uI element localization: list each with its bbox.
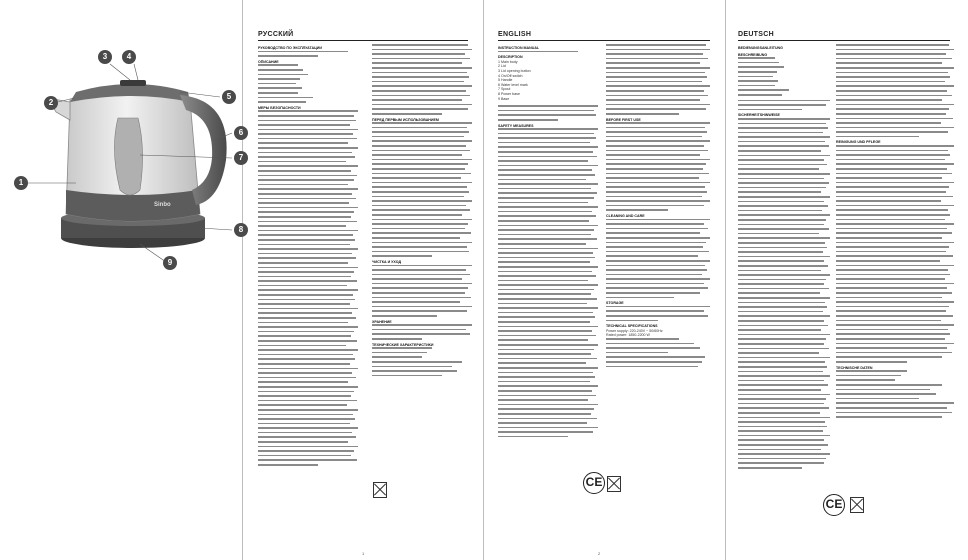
- en-capacity: Rated power: 1850-2200 W: [606, 333, 650, 338]
- page-number: 2: [598, 551, 601, 556]
- en-description-item: 9 Base: [498, 96, 510, 101]
- ce-mark: CE: [583, 472, 605, 494]
- en-before-first-use: BEFORE FIRST USE: [606, 117, 641, 122]
- en-text-block: [606, 44, 710, 115]
- recycle-bin-icon: [850, 497, 864, 513]
- en-description-item: 5 Handle: [498, 78, 513, 83]
- de-safety-title: SICHERHEITSHINWEISE: [738, 113, 780, 118]
- en-description-item: 2 Lid: [498, 64, 506, 69]
- kettle-illustration: [0, 40, 250, 280]
- brand-logo: Sinbo: [154, 202, 171, 208]
- ru-text-block: [372, 44, 472, 115]
- ru-title: РУКОВОДСТВО ПО ЭКСПЛУАТАЦИИ: [258, 46, 322, 50]
- callout-6: 6: [234, 126, 248, 140]
- en-text-block: [606, 306, 710, 321]
- de-text-block: [836, 145, 954, 363]
- ru-text-block: [372, 122, 472, 257]
- callout-4: 4: [122, 50, 136, 64]
- de-text-block: [738, 118, 830, 469]
- ru-text-block: [258, 51, 358, 57]
- section-header-en: ENGLISH: [498, 30, 710, 41]
- callout-3: 3: [98, 50, 112, 64]
- ru-description-title: ОПИСАНИЕ: [258, 59, 279, 64]
- en-safety-title: SAFETY MEASURES: [498, 123, 534, 128]
- en-description-item: 6 Water level mark: [498, 82, 528, 87]
- ru-column-2: [372, 44, 472, 524]
- callout-8: 8: [234, 223, 248, 237]
- page-number: 1: [362, 551, 365, 556]
- ru-tech-title: ТЕХНИЧЕСКИЕ ХАРАКТЕРИСТИКИ: [372, 342, 434, 347]
- de-text-block: [836, 44, 954, 137]
- en-description-item: 4 On/Off switch: [498, 73, 523, 78]
- ru-before-first-use: ПЕРЕД ПЕРВЫМ ИСПОЛЬЗОВАНИЕМ: [372, 117, 439, 122]
- ru-safety-title: МЕРЫ БЕЗОПАСНОСТИ: [258, 105, 301, 110]
- ce-mark: CE: [823, 494, 845, 516]
- de-cleaning-title: REINIGUNG UND PFLEGE: [836, 140, 881, 145]
- callout-5: 5: [222, 90, 236, 104]
- ru-text-block: [372, 324, 472, 339]
- en-text-block: [498, 51, 598, 53]
- ru-text-block: [372, 265, 472, 317]
- callout-9: 9: [163, 256, 177, 270]
- en-text-block: [498, 105, 598, 120]
- en-cleaning-title: CLEANING AND CARE: [606, 213, 645, 218]
- fold-line: [483, 0, 484, 560]
- ru-column-1: [258, 44, 358, 534]
- en-column-2: [606, 44, 710, 534]
- en-text-block: [606, 219, 710, 299]
- de-tech-title: TECHNISCHE DATEN: [836, 365, 873, 370]
- en-text-block: [606, 122, 710, 211]
- de-column-1: [738, 44, 830, 524]
- ru-cleaning-title: ЧИСТКА И УХОД: [372, 259, 402, 264]
- de-column-2: [836, 44, 954, 534]
- en-text-block: [606, 338, 710, 367]
- en-description-item: 3 Lid opening button: [498, 68, 531, 73]
- en-column-1: [498, 44, 598, 534]
- section-header-de: DEUTSCH: [738, 30, 950, 41]
- en-storage-title: STORAGE: [606, 301, 624, 306]
- de-description-title: BESCHREIBUNG: [738, 52, 768, 57]
- callout-7: 7: [234, 151, 248, 165]
- recycle-bin-icon: [373, 482, 387, 498]
- en-description-item: 7 Spout: [498, 87, 511, 92]
- en-description-title: DESCRIPTION: [498, 55, 523, 60]
- fold-line: [725, 0, 726, 560]
- en-instruction-title: INSTRUCTION MANUAL: [498, 46, 540, 50]
- callout-1: 1: [14, 176, 28, 190]
- ru-storage-title: ХРАНЕНИЕ: [372, 319, 392, 324]
- en-power: Power supply: 220-240V ~ 50/60Hz: [606, 328, 663, 333]
- en-description-item: 1 Main body: [498, 59, 518, 64]
- callout-2: 2: [44, 96, 58, 110]
- section-header-ru: РУССКИЙ: [258, 30, 468, 41]
- en-tech-title: TECHNICAL SPECIFICATIONS: [606, 324, 658, 329]
- ru-text-block: [372, 347, 472, 376]
- de-text-block: [738, 57, 830, 110]
- en-text-block: [498, 128, 598, 437]
- ru-text-block: [258, 110, 358, 465]
- de-title: BEDIENUNGSANLEITUNG: [738, 46, 783, 50]
- ru-text-block: [258, 64, 358, 102]
- de-text-block: [836, 370, 954, 418]
- en-description-item: 8 Power base: [498, 91, 520, 96]
- recycle-bin-icon: [607, 476, 621, 492]
